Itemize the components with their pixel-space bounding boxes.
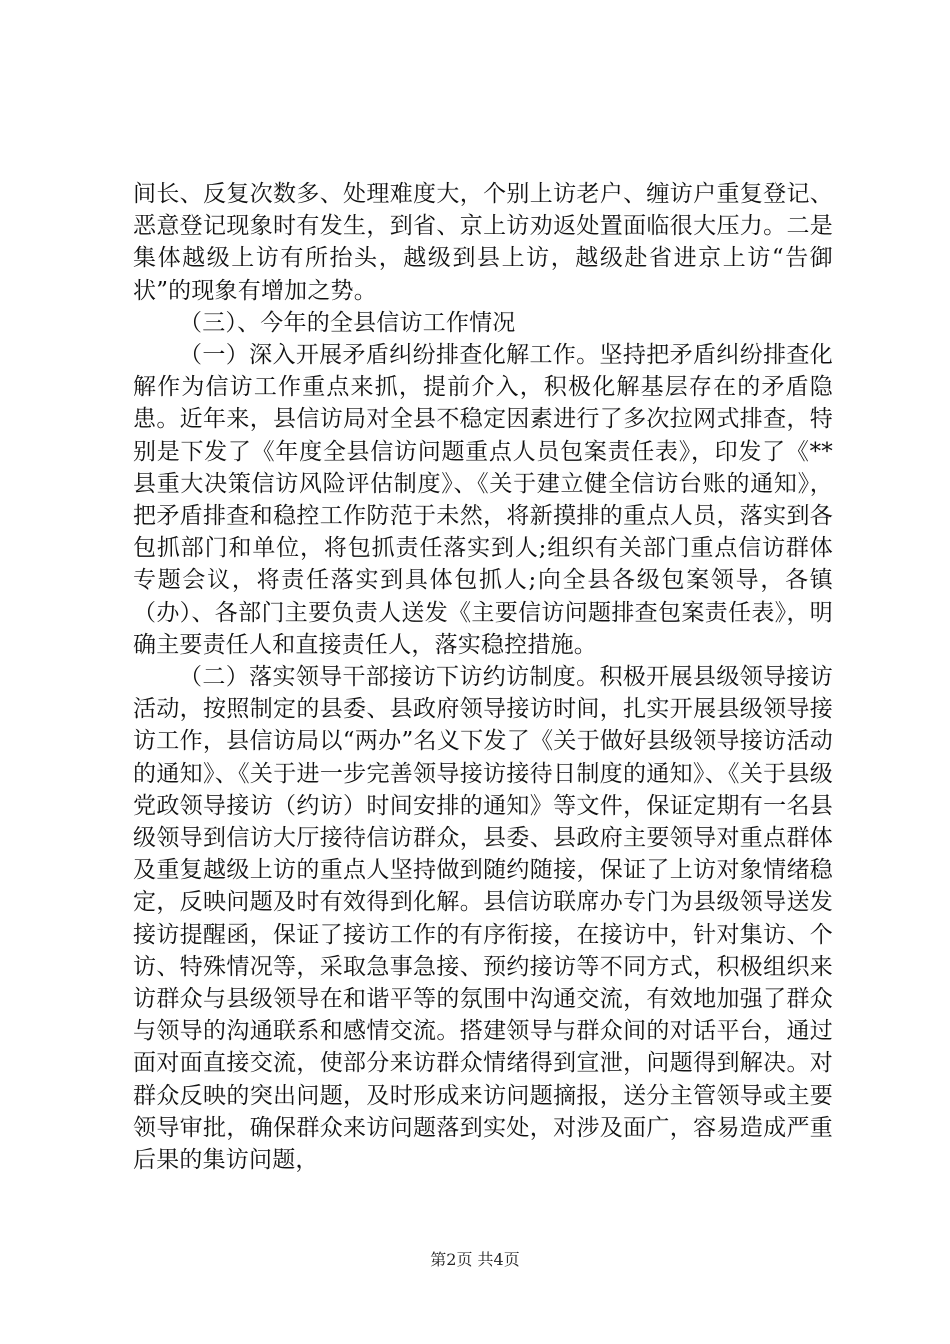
paragraph-dispute-investigation: （一）深入开展矛盾纠纷排查化解工作。坚持把矛盾纠纷排查化解作为信访工作重点来抓，提前介入，积极化解基层存在的矛盾隐患。近年来，县信访局对全县不稳定因素进行了多次拉网式排查，特别是下发了《年度全县信访问题重点人员包案责任表》，印发了《**县重大决策信访风险评估制度》、《关于建立健全信访台账的通知》，把矛盾排查和稳控工作防范于未然，将新摸排的重点人员，落实到各包抓部门和单位，将包抓责任落实到人;组织有关部门重点信访群体专题会议，将责任落实到具体包抓人;向全县各级包案领导，各镇（办）、各部门主要负责人送发《主要信访问题排查包案责任表》，明确主要责任人和直接责任人，落实稳控措施。	[133, 342, 833, 658]
paragraph-continuation: 间长、反复次数多、处理难度大，个别上访老户、缠访户重复登记、恶意登记现象时有发生，到省、京上访劝返处置面临很大压力。二是集体越级上访有所抬头，越级到县上访，越级赴省进京上访“告御状”的现象有增加之势。	[133, 181, 833, 304]
paragraph-leader-reception: （二）落实领导干部接访下访约访制度。积极开展县级领导接访活动，按照制定的县委、县政府领导接访时间，扎实开展县级领导接访工作，县信访局以“两办”名义下发了《关于做好县级领导接访活动的通知》、《关于进一步完善领导接访接待日制度的通知》、《关于县级党政领导接访（约访）时间安排的通知》等文件，保证定期有一名县级领导到信访大厅接待信访群众，县委、县政府主要领导对重点群体及重复越级上访的重点人坚持做到随约随接，保证了上访对象情绪稳定，反映问题及时有效得到化解。县信访联席办专门为县级领导送发接访提醒函，保证了接访工作的有序衔接，在接访中，针对集访、个访、特殊情况等，采取急事急接、预约接访等不同方式，积极组织来访群众与县级领导在和谐平等的氛围中沟通交流，有效地加强了群众与领导的沟通联系和感情交流。搭建领导与群众间的对话平台，通过面对面直接交流，使部分来访群众情绪得到宣泄，问题得到解决。对群众反映的突出问题，及时形成来访问题摘报，送分主管领导或主要领导审批，确保群众来访问题落到实处，对涉及面广，容易造成严重后果的集访问题，	[133, 664, 833, 1174]
document-body	[133, 178, 833, 1176]
section-heading: （三）、今年的全县信访工作情况	[179, 309, 516, 336]
page-footer: 第2页 共4页	[430, 1250, 520, 1269]
